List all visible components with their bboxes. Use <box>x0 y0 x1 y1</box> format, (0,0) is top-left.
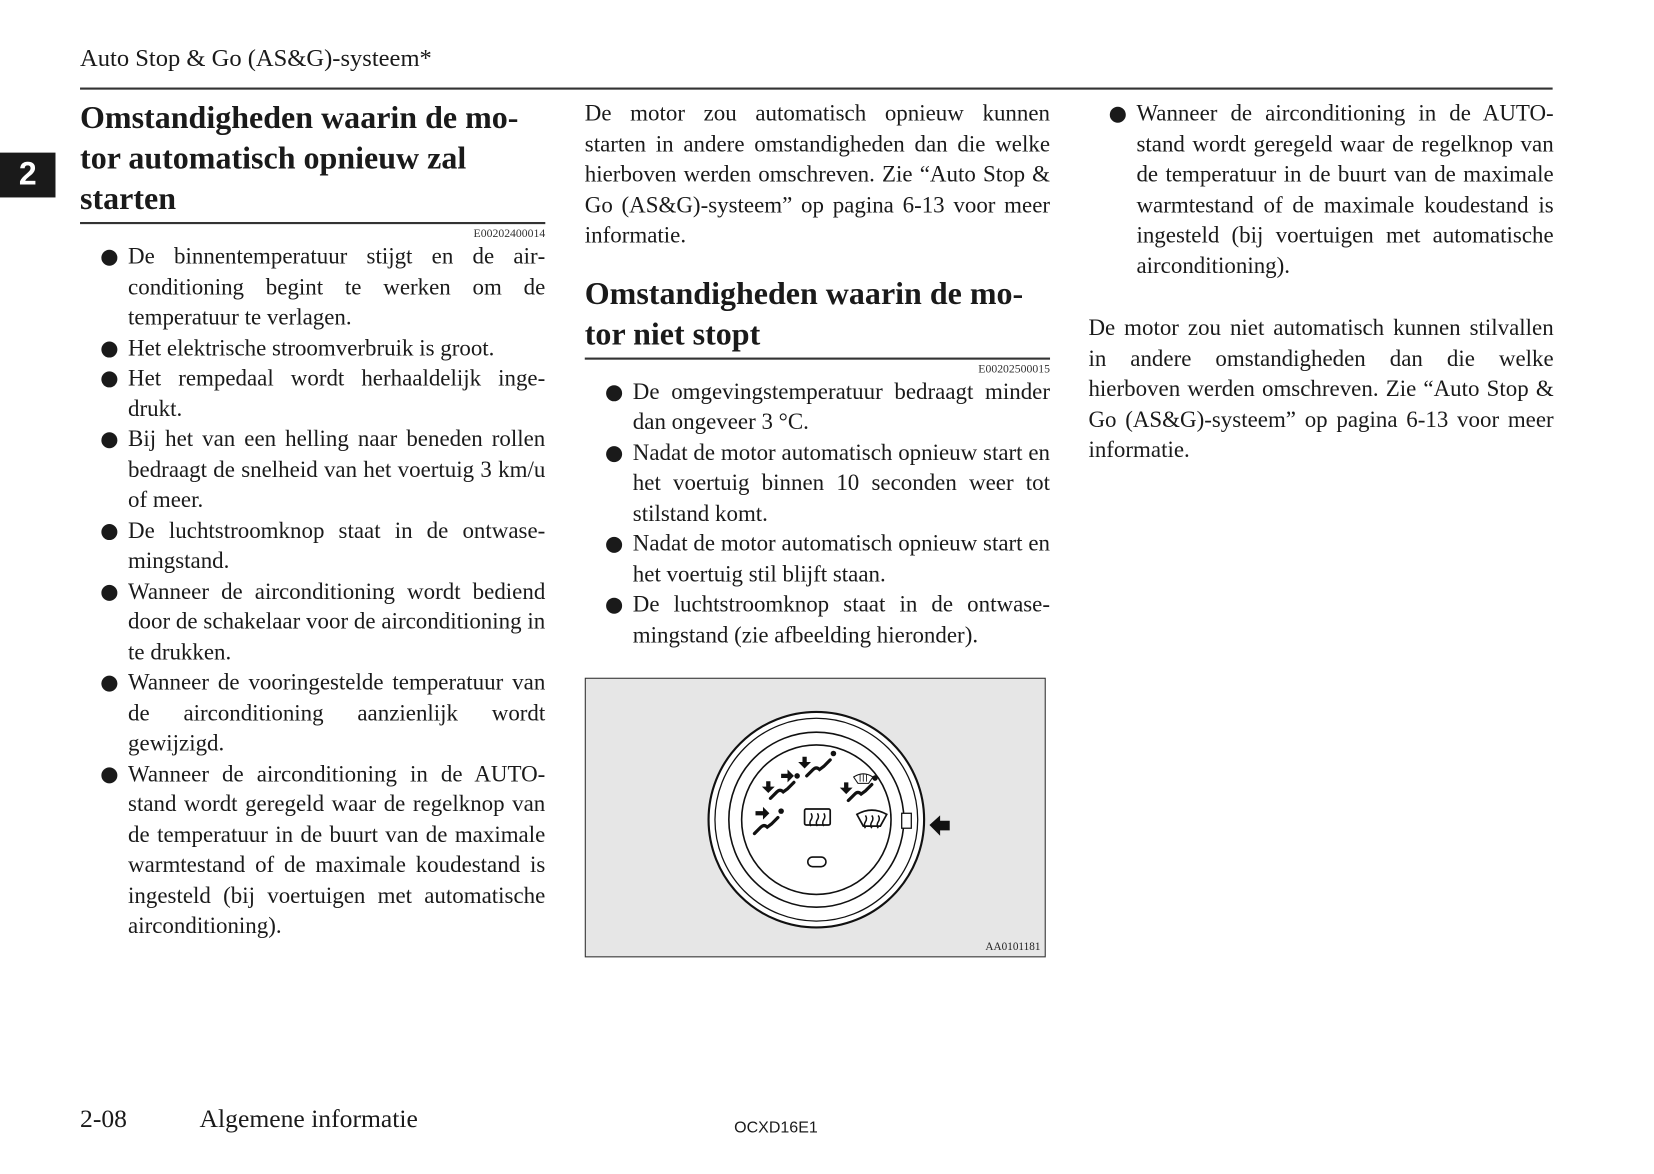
list-item <box>585 437 1050 528</box>
figure-code: AA0101181 <box>985 941 1041 954</box>
list-item <box>80 332 545 362</box>
list-item <box>80 667 545 758</box>
bullet-icon <box>606 446 622 462</box>
list-item <box>80 758 545 941</box>
column-1 <box>80 98 545 941</box>
list-item <box>585 376 1050 437</box>
airflow-dial-figure <box>585 678 1046 958</box>
section-code: E00202500015 <box>978 362 1051 376</box>
list-item <box>1088 98 1553 281</box>
running-title: Auto Stop & Go (AS&G)-systeem* <box>80 44 432 72</box>
list-item-text: Wanneer de airconditioning in de AUTO-stand wordt geregeld waar de regelknop van de temperatuur in de buurt van de maximale warmtestand of de maximale koudestand is ingesteld (bij voertuigen met automatische airconditioning). <box>1136 100 1554 279</box>
column-3 <box>1088 98 1553 465</box>
list-item-text: De omgevingstemperatuur bedraagt minder dan ongeveer 3 °C. <box>632 378 1051 435</box>
document-code: OCXD16E1 <box>734 1118 818 1137</box>
no-stop-conditions-list-continued <box>1088 98 1553 281</box>
rear-defrost-icon <box>805 809 831 826</box>
restart-conditions-list <box>80 241 545 941</box>
list-item-text: Wanneer de vooringestelde temperatuur van de airconditioning aanzienlijk wordt gewijzigd. <box>128 669 546 756</box>
list-item-text: Het elektrische stroomverbruik is groot. <box>128 334 495 361</box>
list-item <box>80 515 545 576</box>
section-code: E00202400014 <box>473 227 546 241</box>
section-heading-no-stop: Omstandigheden waarin de motor niet stopt <box>585 274 1050 359</box>
bullet-icon <box>101 584 117 600</box>
bullet-icon <box>101 676 117 692</box>
list-item-text: Nadat de motor automatisch opnieuw start en het voertuig binnen 10 seconden weer tot stilstand komt. <box>632 439 1051 526</box>
list-item-text: Nadat de motor automatisch opnieuw start en het voertuig stil blijft staan. <box>632 530 1051 587</box>
footer-section-title: Algemene informatie <box>199 1105 418 1134</box>
list-item-text: De binnentemperatuur stijgt en de airconditioning begint te werken om de temperatuur te verlagen. <box>128 243 546 330</box>
pointer-arrow-icon <box>929 815 949 835</box>
list-item-text: Wanneer de airconditioning wordt bediend door de schakelaar voor de airconditioning in te drukken. <box>128 577 546 665</box>
list-item <box>80 363 545 424</box>
list-item <box>585 589 1050 650</box>
list-item <box>585 528 1050 589</box>
bullet-icon <box>101 371 117 387</box>
no-stop-conditions-list <box>585 376 1050 650</box>
bullet-icon <box>1110 107 1126 123</box>
bullet-icon <box>606 537 622 553</box>
airflow-dial-illustration <box>586 679 1047 959</box>
bullet-icon <box>101 250 117 266</box>
list-item-text: De luchtstroomknop staat in de ontwasemingstand. <box>128 517 546 574</box>
bullet-icon <box>101 767 117 783</box>
dial-notch <box>902 813 912 828</box>
restart-note-paragraph: De motor zou automatisch opnieuw kunnen starten in andere omstandigheden dan die welke hierboven werden omschreven. Zie “Auto Stop & Go (AS&G)-systeem” op pagina 6-13 voor meer informatie. <box>584 100 1051 248</box>
bullet-icon <box>101 524 117 540</box>
column-2 <box>585 98 1050 650</box>
list-item-text: Bij het van een helling naar beneden rollen bedraagt de snelheid van het voertuig 3 km/u of meer. <box>128 425 546 513</box>
page-number: 2-08 <box>80 1105 127 1134</box>
list-item <box>80 424 545 515</box>
chapter-tab: 2 <box>0 153 55 198</box>
bullet-icon <box>606 385 622 401</box>
list-item-text: De luchtstroomknop staat in de ontwasemingstand (zie afbeelding hieronder). <box>632 591 1051 648</box>
header-rule <box>80 88 1553 90</box>
list-item-text: Het rempedaal wordt herhaaldelijk ingedrukt. <box>128 365 546 422</box>
bullet-icon <box>606 598 622 614</box>
section-heading-restart: Omstandigheden waarin de motor automatisch opnieuw zal starten <box>80 98 545 224</box>
bullet-icon <box>101 432 117 448</box>
list-item <box>80 576 545 667</box>
list-item-text: Wanneer de airconditioning in de AUTO-stand wordt geregeld waar de regelknop van de temperatuur in de buurt van de maximale warmtestand of de maximale koudestand is ingesteld (bij voertuigen met automatische airconditioning). <box>128 760 546 939</box>
bullet-icon <box>101 341 117 357</box>
indicator-lamp-icon <box>808 857 826 867</box>
list-item <box>80 241 545 332</box>
no-stop-note-paragraph: De motor zou niet automatisch kunnen stilvallen in andere omstandigheden dan die welke hierboven werden omschreven. Zie “Auto Stop & Go (AS&G)-systeem” op pagina 6-13 voor meer informatie. <box>1088 314 1554 463</box>
